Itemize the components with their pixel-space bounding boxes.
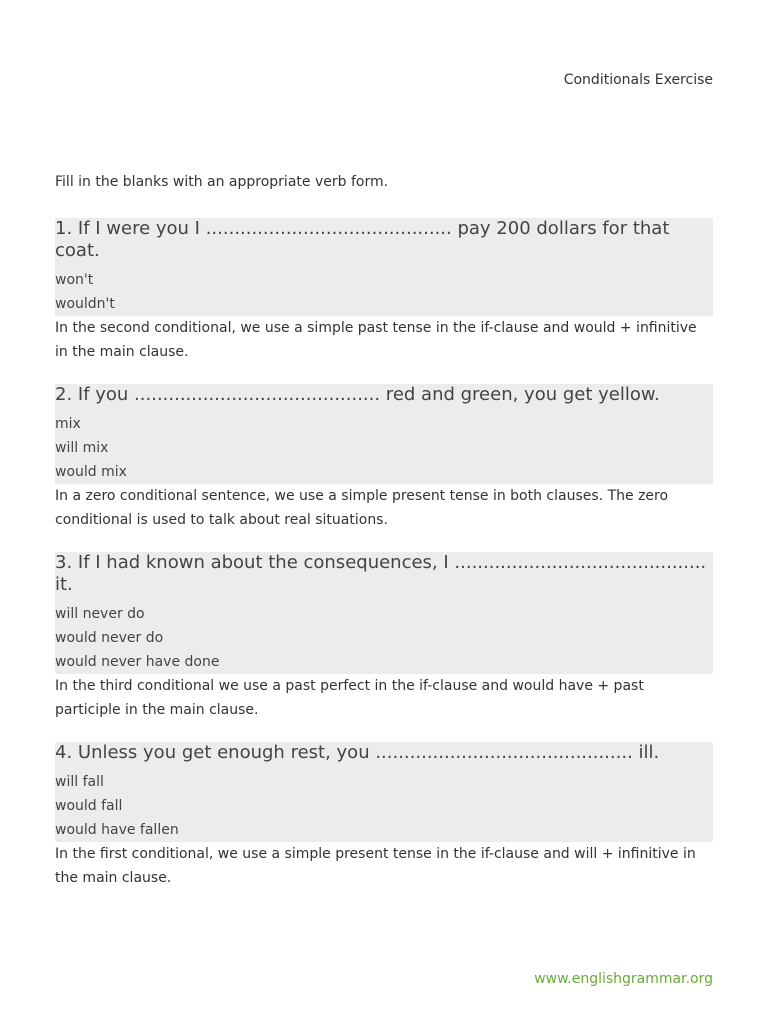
question-2 — [55, 384, 713, 532]
answer-explanation: In a zero conditional sentence, we use a simple present tense in both clauses. The zero conditional is used to talk about real situations. — [55, 488, 669, 528]
answer-option[interactable]: would never have done — [55, 654, 220, 670]
answer-option[interactable]: will mix — [55, 440, 109, 456]
answer-option[interactable]: won't — [55, 272, 94, 288]
question-3 — [55, 552, 713, 722]
question-text: 2. If you ........................................... red and green, you get yellow. — [55, 384, 660, 405]
answer-explanation: In the first conditional, we use a simple present tense in the if-clause and will + infinitive in the main clause. — [55, 846, 696, 886]
page-title: Conditionals Exercise — [563, 72, 713, 88]
answer-option[interactable]: wouldn't — [55, 296, 115, 312]
answer-explanation: In the second conditional, we use a simple past tense in the if-clause and would + infinitive in the main clause. — [55, 320, 697, 360]
answer-option[interactable]: will fall — [55, 774, 104, 790]
answer-explanation: In the third conditional we use a past perfect in the if-clause and would have + past participle in the main clause. — [55, 678, 644, 718]
question-text: 1. If I were you I ........................................... pay 200 dollars for that coat. — [55, 218, 670, 261]
question-text: 4. Unless you get enough rest, you ............................................. ill. — [55, 742, 660, 763]
question-4 — [55, 742, 713, 890]
question-box — [55, 384, 713, 484]
answer-option[interactable]: will never do — [55, 606, 145, 622]
question-text: 3. If I had known about the consequences, I ............................................ it. — [55, 552, 707, 595]
instructions-text: Fill in the blanks with an appropriate verb form. — [55, 174, 389, 190]
answer-option[interactable]: would mix — [55, 464, 127, 480]
question-box — [55, 218, 713, 316]
question-box — [55, 742, 713, 842]
answer-option[interactable]: would fall — [55, 798, 123, 814]
question-list — [55, 218, 713, 910]
answer-option[interactable]: mix — [55, 416, 81, 432]
question-box — [55, 552, 713, 674]
answer-option[interactable]: would have fallen — [55, 822, 179, 838]
question-1 — [55, 218, 713, 364]
answer-option[interactable]: would never do — [55, 630, 164, 646]
footer-website-link[interactable]: www.englishgrammar.org — [534, 971, 713, 987]
